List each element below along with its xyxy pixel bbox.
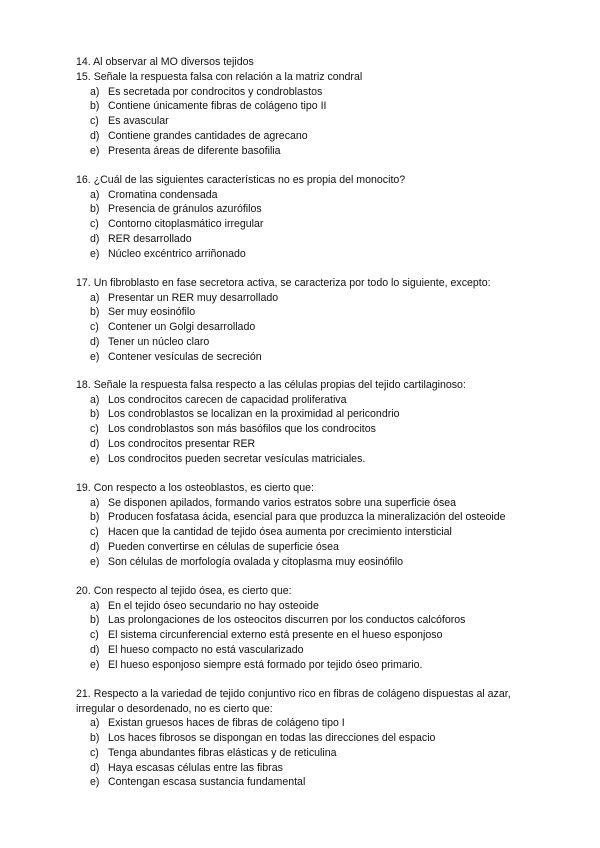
option-e: e) Los condrocitos pueden secretar vesículas matriciales. — [90, 452, 366, 465]
option-a: a) Cromatina condensada — [90, 188, 218, 201]
option-a: a) Los condrocitos carecen de capacidad proliferativa — [90, 393, 347, 406]
option-b: b) Los condroblastos se localizan en la proximidad al pericondrio — [90, 408, 400, 421]
option-c: c) El sistema circunferencial externo está presente en el hueso esponjoso — [90, 629, 443, 642]
question-14 — [76, 55, 546, 70]
question-stem: 18. Señale la respuesta falsa respecto a las células propias del tejido cartilaginoso: — [76, 379, 466, 391]
option-c: c) Contorno citoplasmático irregular — [90, 218, 264, 231]
option-e: e) Contengan escasa sustancia fundamental — [90, 776, 306, 789]
option-a: a) Es secretada por condrocitos y condroblastos — [90, 85, 323, 98]
option-e: e) Presenta áreas de diferente basofilia — [90, 144, 281, 157]
option-a: a) Se disponen apilados, formando varios estratos sobre una superficie ósea — [90, 496, 457, 509]
question-21 — [76, 687, 546, 790]
option-c: c) Contener un Golgi desarrollado — [90, 321, 256, 334]
question-17 — [76, 276, 546, 364]
option-d: d) Tener un núcleo claro — [90, 335, 210, 348]
question-20 — [76, 584, 546, 672]
option-d: d) Haya escasas células entre las fibras — [90, 761, 283, 774]
option-a: a) Existan gruesos haces de fibras de colágeno tipo I — [90, 717, 345, 730]
option-b: b) Contiene únicamente fibras de colágeno tipo II — [90, 100, 327, 113]
question-stem: 21. Respecto a la variedad de tejido conjuntivo rico en fibras de colágeno dispuestas al azar, irregular o desordenado, no es cierto que: — [76, 688, 511, 715]
question-15 — [76, 70, 546, 158]
option-a: a) Presentar un RER muy desarrollado — [90, 291, 279, 304]
option-a: a) En el tejido óseo secundario no hay osteoide — [90, 599, 319, 612]
option-e: e) Núcleo excéntrico arriñonado — [90, 247, 246, 260]
option-b: b) Las prolongaciones de los osteocitos discurren por los conductos calcóforos — [90, 614, 466, 627]
option-list — [76, 291, 546, 365]
option-list — [76, 599, 546, 673]
option-list — [76, 496, 546, 570]
question-stem: 14. Al observar al MO diversos tejidos — [76, 56, 254, 68]
question-stem: 16. ¿Cuál de las siguientes características no es propia del monocito? — [76, 174, 406, 186]
question-stem: 17. Un fibroblasto en fase secretora activa, se caracteriza por todo lo siguiente, excepto: — [76, 277, 491, 289]
option-d: d) Los condrocitos presentar RER — [90, 437, 256, 450]
option-d: d) RER desarrollado — [90, 232, 192, 245]
question-16 — [76, 173, 546, 261]
option-b: b) Ser muy eosinófilo — [90, 306, 196, 319]
option-d: d) Contiene grandes cantidades de agrecano — [90, 129, 308, 142]
option-e: e) Contener vesículas de secreción — [90, 350, 262, 363]
option-b: b) Producen fosfatasa ácida, esencial para que produzca la mineralización del osteoide — [90, 511, 506, 524]
option-c: c) Tenga abundantes fibras elásticas y de reticulina — [90, 746, 337, 759]
option-b: b) Los haces fibrosos se dispongan en todas las direcciones del espacio — [90, 732, 436, 745]
option-list — [76, 716, 546, 790]
question-stem: 20. Con respecto al tejido ósea, es cierto que: — [76, 585, 292, 597]
question-19 — [76, 481, 546, 569]
option-e: e) Son células de morfología ovalada y citoplasma muy eosinófilo — [90, 555, 404, 568]
question-stem: 19. Con respecto a los osteoblastos, es cierto que: — [76, 482, 314, 494]
option-d: d) Pueden convertirse en células de superficie ósea — [90, 540, 339, 553]
question-18 — [76, 378, 546, 466]
option-c: c) Es avascular — [90, 115, 169, 128]
question-stem: 15. Señale la respuesta falsa con relación a la matriz condral — [76, 71, 363, 83]
option-list — [76, 188, 546, 262]
option-list — [76, 393, 546, 467]
option-c: c) Los condroblastos son más basófilos que los condrocitos — [90, 423, 376, 436]
option-b: b) Presencia de gránulos azurófilos — [90, 203, 262, 216]
option-e: e) El hueso esponjoso siempre está formado por tejido óseo primario. — [90, 658, 423, 671]
option-d: d) El hueso compacto no está vascularizado — [90, 643, 304, 656]
option-c: c) Hacen que la cantidad de tejido ósea aumenta por crecimiento intersticial — [90, 526, 452, 539]
option-list — [76, 85, 546, 159]
